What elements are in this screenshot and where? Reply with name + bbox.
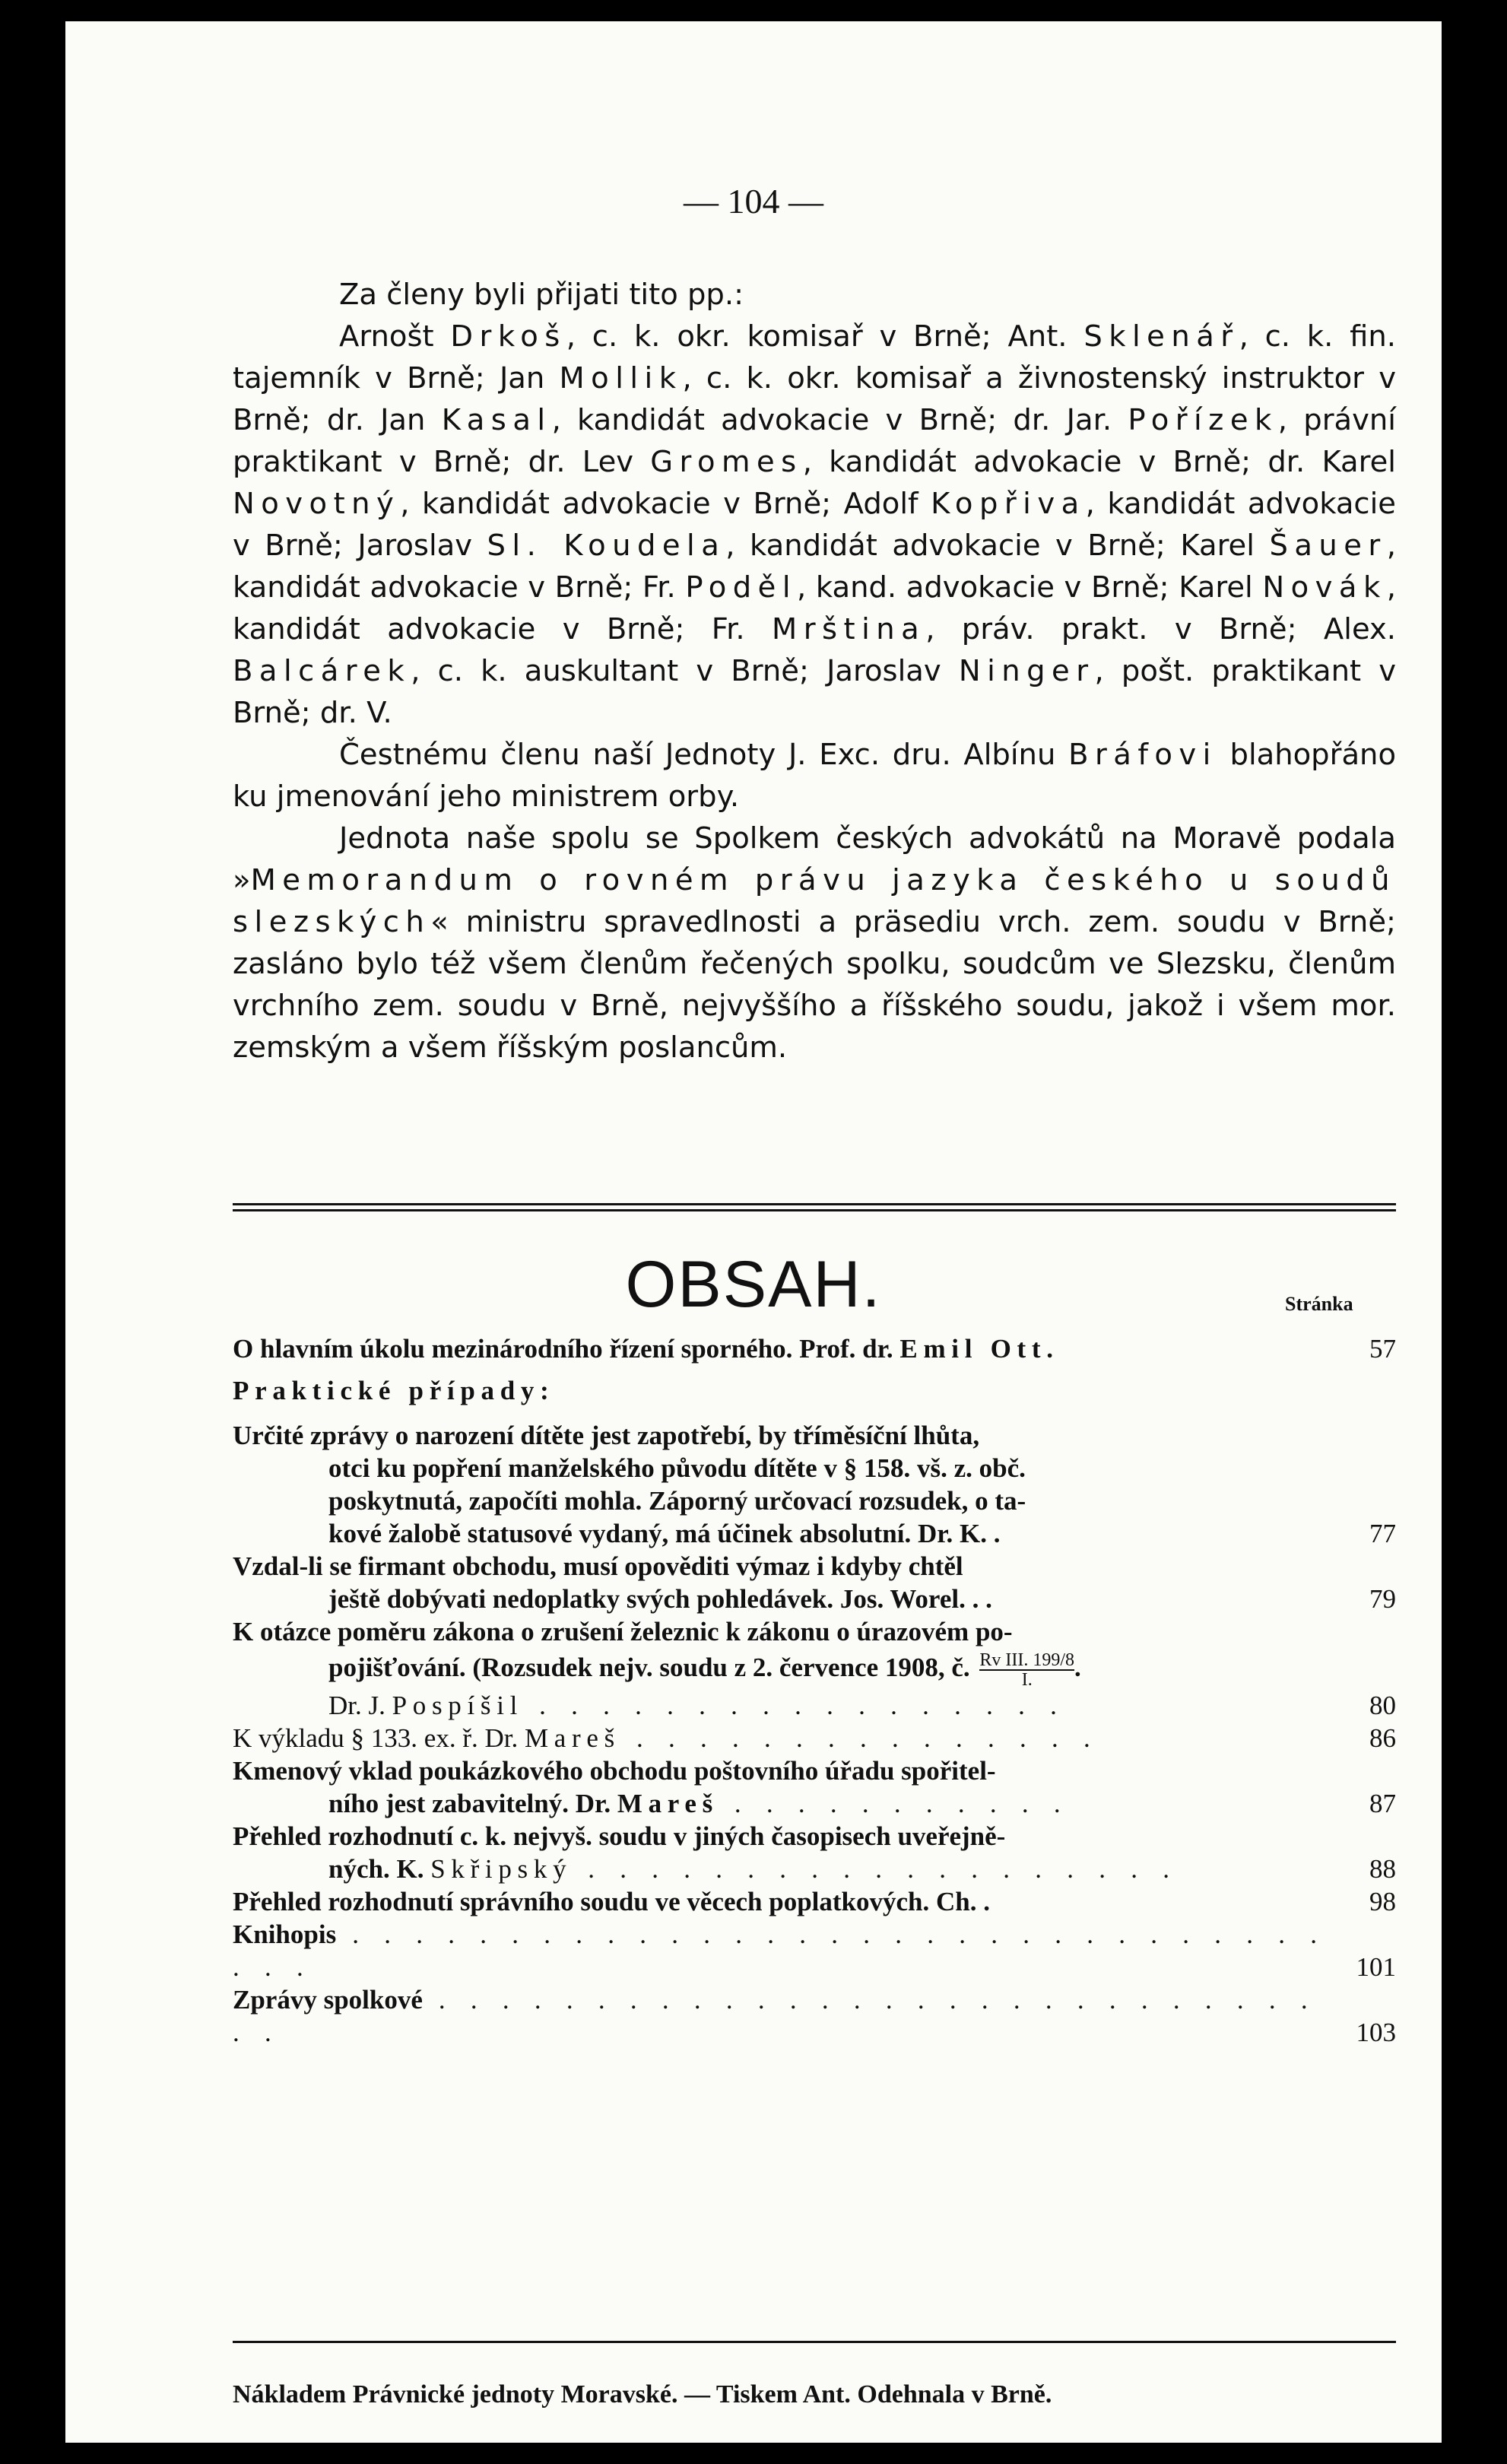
paragraph-members-intro: Za členy byli přijati tito pp.: [339,278,744,312]
toc-entry[interactable]: Určité zprávy o narození dítěte jest zapotřebí, by tříměsíční lhůta, [233,1421,980,1450]
toc-entry[interactable]: Přehled rozhodnutí c. k. nejvyš. soudu v jiných časopisech uveřejně- [233,1821,1006,1851]
toc-entry-continued: otci ku popření manželského původu dítěte v § 158. vš. z. obč. [328,1453,1026,1483]
toc-entry[interactable]: K výkladu § 133. ex. ř. Dr. Mareš . . . . . . . . . . . . . . . 86 [233,1723,1396,1753]
section-divider [233,1203,1396,1211]
toc-page-column-label: Stránka [1285,1293,1353,1315]
footer-divider [233,2341,1396,2343]
imprint-footer: Nákladem Právnické jednoty Moravské. — Tiskem Ant. Odehnala v Brně. [233,2380,1052,2408]
toc-section-heading: Praktické případy: [233,1376,555,1405]
toc-entry[interactable]: K otázce poměru zákona o zrušení železnic k zákonu o úrazovém po- [233,1617,1013,1646]
toc-entry[interactable]: Přehled rozhodnutí správního soudu ve věcech poplatkových. Ch. . 98 [233,1886,1396,1916]
citation-fraction: $\frac{\text{Rv III. 199/8}}{I.}$ [979,1650,1075,1690]
paragraph-congratulation: Čestnému členu naší Jednoty J. Exc. dru. Albínu Bráfovi blahopřáno ku jmenování jeho ministrem orby. [233,738,1396,814]
toc-entry[interactable]: Zprávy spolkové . . . . . . . . . . . . . . . . . . . . . . . . . . . . . . 103 [233,1984,1396,2047]
toc-entry-continued: pojišťování. (Rozsudek nejv. soudu z 2. července 1908, č. $\frac{\text{Rv III. 199/8}}{I.}$ . [328,1650,1081,1690]
toc-entry-continued: poskytnutá, započíti mohla. Záporný určovací rozsudek, o ta- [328,1486,1026,1516]
body-text [233,274,1396,1068]
toc-entry[interactable]: Knihopis . . . . . . . . . . . . . . . . . . . . . . . . . . . . . . . . . . 101 [233,1919,1396,1982]
paragraph-memorandum: Jednota naše spolu se Spolkem českých advokátů na Moravě podala »Memorandum o rovném právu jazyka českého u soudů slezských« ministru spravedlnosti a präsediu vrch. zem. soudu v Brně; zasláno bylo též všem členům řečených spolku, soudcům ve Slezsku, členům vrchního zem. soudu v Brně, nejvyššího a říšského soudu, jakož i všem mor. zemským a všem říšským poslancům. [233,821,1396,1065]
toc-entry-continued: kové žalobě statusové vydaný, má účinek absolutní. Dr. K. . 77 [328,1519,1396,1548]
toc-entry[interactable]: Kmenový vklad poukázkového obchodu poštovního úřadu spořitel- [233,1755,996,1786]
toc-entry-continued: ního jest zabavitelný. Dr. Mareš . . . . . . . . . . . 87 [328,1788,1396,1818]
toc-entry-continued: ných. K. Skřipský . . . . . . . . . . . . . . . . . . . 88 [328,1853,1396,1884]
toc-entry[interactable]: O hlavním úkolu mezinárodního řízení sporného. Prof. dr. Emil Ott. 57 [233,1334,1396,1364]
paragraph-members: Arnošt Drkoš, c. k. okr. komisař v Brně; Ant. Sklenář, c. k. fin. tajemník v Brně; Jan Mollik, c. k. okr. komisař a živnostenský instruktor v Brně; dr. Jan Kasal, kandidát advokacie v Brně; dr. Jar. Pořízek, právní praktikant v Brně; dr. Lev Gromes, kandidát advokacie v Brně; dr. Karel Novotný, kandidát advokacie v Brně; Adolf Kopřiva, kandidát advokacie v Brně; Jaroslav Sl. Koudela, kandidát advokacie v Brně; Karel Šauer, kandidát advokacie v Brně; Fr. Poděl, kand. advokacie v Brně; Karel Novák, kandidát advokacie v Brně; Fr. Mrština, práv. prakt. v Brně; Alex. Balcárek, c. k. auskultant v Brně; Jaroslav Ninger, pošt. praktikant v Brně; dr. V. [233,319,1397,730]
toc-entry-continued: Dr. J. Pospíšil . . . . . . . . . . . . . . . . . 80 [328,1690,1396,1720]
toc-heading: OBSAH. [625,1248,882,1321]
toc-entry[interactable]: Vzdal-li se firmant obchodu, musí opověditi výmaz i kdyby chtěl [233,1551,963,1581]
toc-entry-continued: ještě dobývati nedoplatky svých pohledávek. Jos. Worel. . . 79 [328,1584,1396,1614]
page-number: — 104 — [684,182,823,221]
table-of-contents [233,1332,1396,2049]
